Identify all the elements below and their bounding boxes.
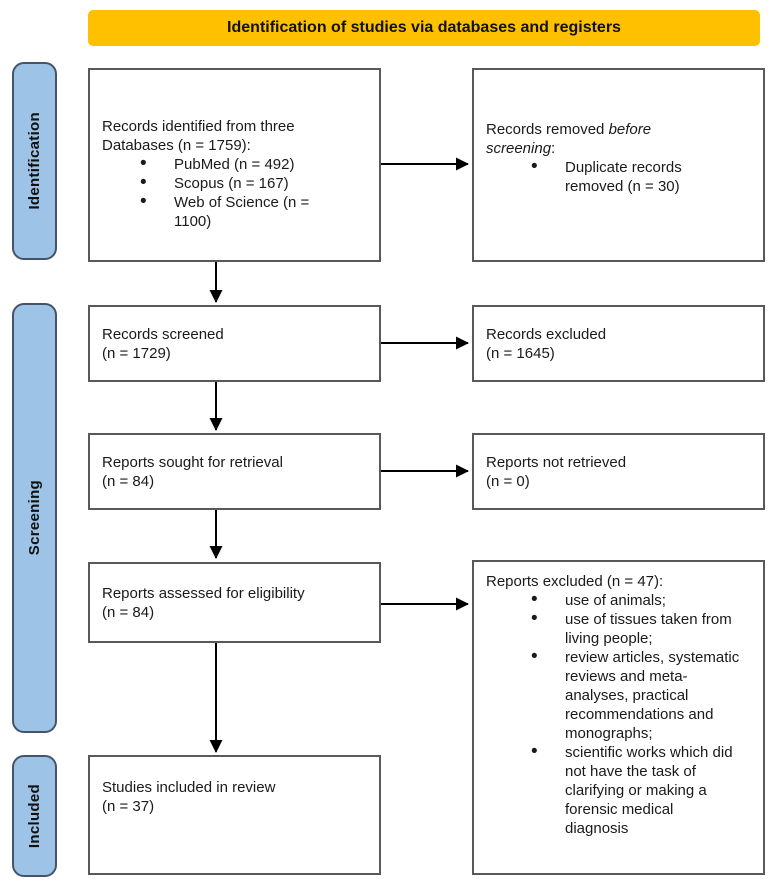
box-heading: Reports excluded (n = 47):	[486, 573, 664, 590]
box-line1: Reports sought for retrieval	[102, 453, 283, 471]
box-heading	[486, 120, 701, 158]
bullet-list	[102, 155, 369, 231]
bullet-item: • scientific works which did not have the task of clarifying or making a forensic medical diagnosis	[531, 743, 740, 838]
stage-label-identification	[12, 62, 57, 260]
stage-label-included	[12, 755, 57, 877]
box-records-screened	[88, 305, 381, 382]
bullet-list	[486, 158, 753, 196]
box-heading: Records identified from three Databases (n = 1759):	[102, 118, 295, 154]
bullet-list	[486, 591, 753, 838]
box-records-identified	[88, 68, 381, 262]
stage-label-text: Included	[26, 783, 43, 849]
box-line2: (n = 1729)	[102, 344, 171, 362]
box-line2: (n = 84)	[102, 603, 155, 621]
diagram-title: Identification of studies via databases and registers	[227, 19, 621, 36]
heading-prefix: Records removed	[486, 121, 609, 138]
diagram-title-banner	[88, 10, 760, 46]
bullet-item: • review articles, systematic reviews and meta-analyses, practical recommendations and monographs;	[531, 648, 740, 743]
box-line1: Records screened	[102, 325, 224, 343]
box-reports-assessed	[88, 562, 381, 643]
box-studies-included	[88, 755, 381, 875]
bullet-item: • Scopus (n = 167)	[140, 174, 334, 193]
stage-label-text: Screening	[26, 480, 43, 556]
box-line1: Reports not retrieved	[486, 453, 627, 471]
box-line1: Records excluded	[486, 325, 607, 343]
bullet-item: • Duplicate records removed (n = 30)	[531, 158, 698, 196]
box-line2: (n = 1645)	[486, 344, 555, 362]
bullet-item: • use of animals;	[531, 591, 740, 610]
heading-suffix: :	[551, 140, 556, 157]
box-reports-excluded	[472, 560, 765, 875]
box-records-removed	[472, 68, 765, 262]
box-line2: (n = 84)	[102, 472, 155, 490]
box-reports-sought	[88, 433, 381, 510]
stage-label-text: Identification	[26, 112, 43, 210]
bullet-item: • Web of Science (n = 1100)	[140, 193, 334, 231]
box-reports-not-retrieved	[472, 433, 765, 510]
bullet-item: • PubMed (n = 492)	[140, 155, 334, 174]
box-line1: Reports assessed for eligibility	[102, 584, 305, 602]
box-line1: Studies included in review	[102, 779, 276, 796]
stage-label-screening	[12, 303, 57, 733]
box-line2: (n = 37)	[102, 798, 155, 815]
box-records-excluded	[472, 305, 765, 382]
heading-emphasis: before screening	[486, 121, 652, 157]
bullet-item: • use of tissues taken from living people;	[531, 610, 740, 648]
box-line2: (n = 0)	[486, 472, 530, 490]
